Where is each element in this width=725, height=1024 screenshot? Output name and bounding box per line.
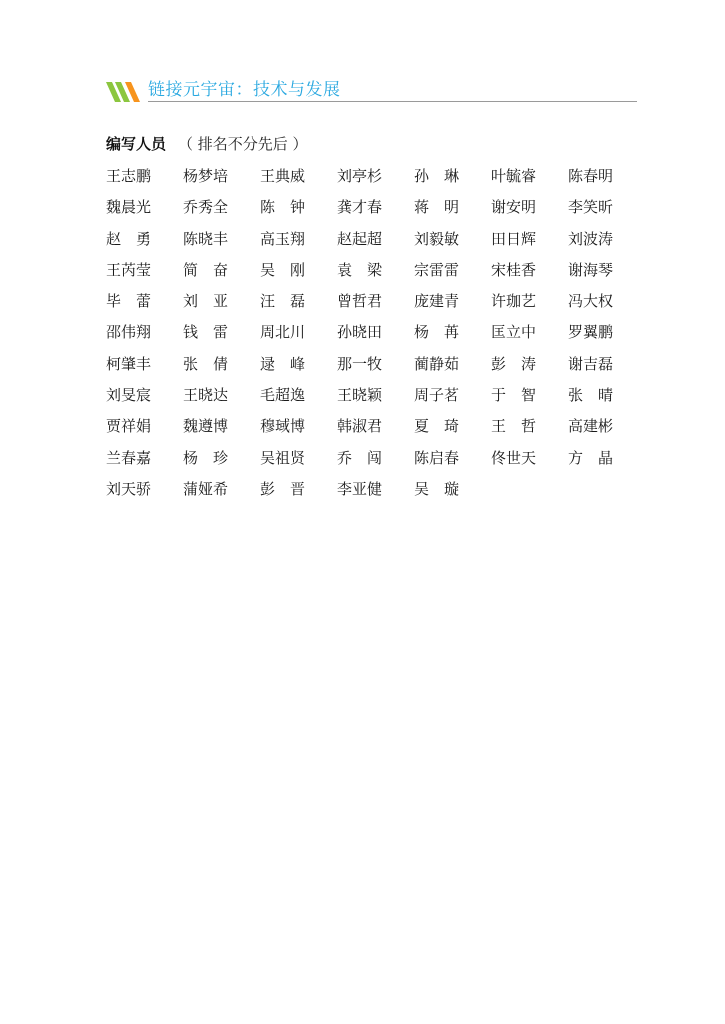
author-name: 孙 琳 (414, 167, 460, 185)
author-name: 杨梦培 (183, 167, 229, 185)
header-divider (148, 101, 637, 102)
author-name: 毕 蕾 (106, 292, 152, 311)
author-name: 龚才春 (337, 198, 383, 217)
author-name: 周子茗 (414, 386, 460, 405)
page-header (106, 78, 637, 104)
author-name: 乔秀全 (183, 198, 229, 217)
author-name: 张 晴 (568, 386, 614, 405)
author-name: 方 晶 (568, 448, 614, 467)
author-name: 魏晨光 (106, 198, 152, 217)
author-name: 魏遵博 (183, 417, 229, 436)
author-name: 柯肇丰 (106, 354, 152, 373)
author-name: 刘亭杉 (337, 167, 383, 185)
author-name: 孙晓田 (337, 323, 383, 342)
author-name: 王晓达 (183, 386, 229, 405)
author-name: 田日辉 (491, 229, 537, 248)
author-name: 许珈艺 (491, 292, 537, 311)
author-name: 刘天骄 (106, 479, 152, 498)
author-name: 吴 刚 (260, 260, 306, 279)
author-name: 邵伟翔 (106, 323, 152, 342)
author-name: 张 倩 (183, 354, 229, 373)
author-name: 乔 闯 (337, 448, 383, 467)
author-names-grid (106, 165, 626, 509)
author-name: 蔺静茹 (414, 354, 460, 373)
author-name: 谢海琴 (568, 260, 614, 279)
credits-heading (106, 133, 308, 155)
author-name: 庞建青 (414, 292, 460, 311)
author-name: 曾哲君 (337, 292, 383, 311)
author-name: 毛超逸 (260, 386, 306, 405)
author-name: 那一牧 (337, 354, 383, 373)
author-name: 谢吉磊 (568, 354, 614, 373)
author-name: 李笑昕 (568, 198, 614, 217)
author-name: 刘旻宸 (106, 386, 152, 405)
author-name: 王 哲 (491, 417, 537, 436)
author-name: 蒲娅希 (183, 479, 229, 498)
author-name: 杨 珍 (183, 448, 229, 467)
author-name: 彭 晋 (260, 479, 306, 498)
author-name: 匡立中 (491, 323, 537, 342)
author-name: 李亚健 (337, 479, 383, 498)
author-name: 于 智 (491, 386, 537, 405)
author-name: 蒋 明 (414, 198, 460, 217)
author-name: 穆琙博 (260, 417, 306, 436)
author-name: 刘毅敏 (414, 229, 460, 248)
author-name: 杨 苒 (414, 323, 460, 342)
author-name: 陈春明 (568, 167, 614, 185)
author-name: 兰春嘉 (106, 448, 152, 467)
book-logo-icon (106, 82, 140, 102)
author-name: 高建彬 (568, 417, 614, 436)
author-name: 刘 亚 (183, 292, 229, 311)
author-name: 罗翼鹏 (568, 323, 614, 342)
author-name: 陈 钟 (260, 198, 306, 217)
credits-order-note: （ 排名不分先后 ） (178, 135, 308, 153)
author-name: 钱 雷 (183, 323, 229, 342)
author-name: 佟世天 (491, 448, 537, 467)
author-name: 王晓颖 (337, 386, 383, 405)
author-name: 叶毓睿 (491, 167, 537, 185)
author-name: 赵 勇 (106, 229, 152, 248)
author-name: 吴祖贤 (260, 448, 306, 467)
credits-heading-label: 编写人员 (106, 135, 167, 153)
author-name: 逯 峰 (260, 354, 306, 373)
author-name: 王芮莹 (106, 260, 152, 279)
author-name: 陈晓丰 (183, 229, 229, 248)
author-name: 夏 琦 (414, 417, 460, 436)
author-name: 谢安明 (491, 198, 537, 217)
author-name: 韩淑君 (337, 417, 383, 436)
author-name: 陈启春 (414, 448, 460, 467)
book-title: 链接元宇宙：技术与发展 (148, 80, 341, 100)
author-name: 赵起超 (337, 229, 383, 248)
author-name: 冯大权 (568, 292, 614, 311)
author-name: 吴 璇 (414, 479, 460, 498)
author-name: 贾祥娟 (106, 417, 152, 436)
author-name: 王志鹏 (106, 167, 152, 185)
author-name: 汪 磊 (260, 292, 306, 311)
author-name: 周北川 (260, 323, 306, 342)
author-name: 高玉翔 (260, 229, 306, 248)
author-name: 宋桂香 (491, 260, 537, 279)
author-name: 袁 梁 (337, 260, 383, 279)
author-name: 简 奋 (183, 260, 229, 279)
author-name: 宗雷雷 (414, 260, 460, 279)
author-name: 刘波涛 (568, 229, 614, 248)
author-name: 彭 涛 (491, 354, 537, 373)
author-name: 王典威 (260, 167, 306, 185)
